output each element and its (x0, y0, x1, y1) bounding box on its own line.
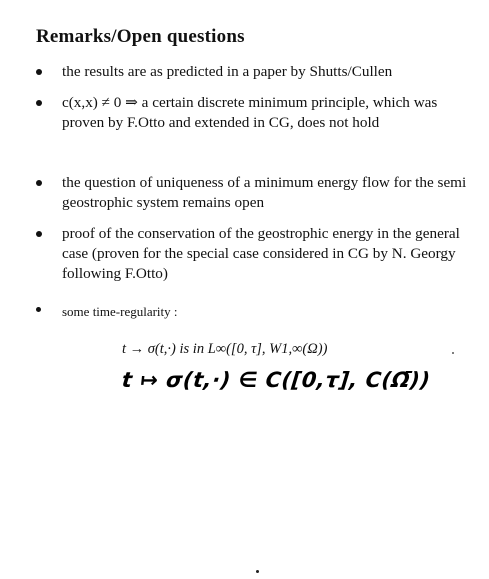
bullet-text: proof of the conservation of the geostrophic energy in the general case (proven for the special case considered in CG by N. Georgy following F.Otto) (62, 225, 460, 282)
handwritten-text: t ↦ σ(t,·) ∈ C([0,τ], C(Ω̄)) (120, 368, 432, 392)
bullet-item (36, 224, 472, 284)
bullet-text: the question of uniqueness of a minimum energy flow for the semi geostrophic system remains open (62, 174, 467, 211)
page-title: Remarks/Open questions (36, 26, 245, 47)
bullet-text: c(x,x) ≠ 0 ⇒ a certain discrete minimum principle, which was proven by F.Otto and extended in CG, does not hold (62, 94, 438, 131)
bullet-text: the results are as predicted in a paper by Shutts/Cullen (62, 63, 393, 80)
bullet-item (36, 302, 472, 322)
bullet-item (36, 93, 472, 133)
bullet-dot (36, 231, 42, 237)
bullet-item (36, 62, 472, 82)
bullet-dot (36, 307, 41, 312)
bullet-text: some time-regularity : (62, 304, 178, 319)
handwritten-annotation (122, 368, 472, 402)
regularity-formula: t → σ(t,·) is in L∞([0, τ], W1,∞(Ω)) (122, 341, 328, 357)
page-number-mark (256, 570, 259, 573)
scan-speck (452, 352, 454, 354)
bullet-item (36, 173, 472, 213)
bullet-dot (36, 100, 42, 106)
bullet-dot (36, 180, 42, 186)
bullet-dot (36, 69, 42, 75)
